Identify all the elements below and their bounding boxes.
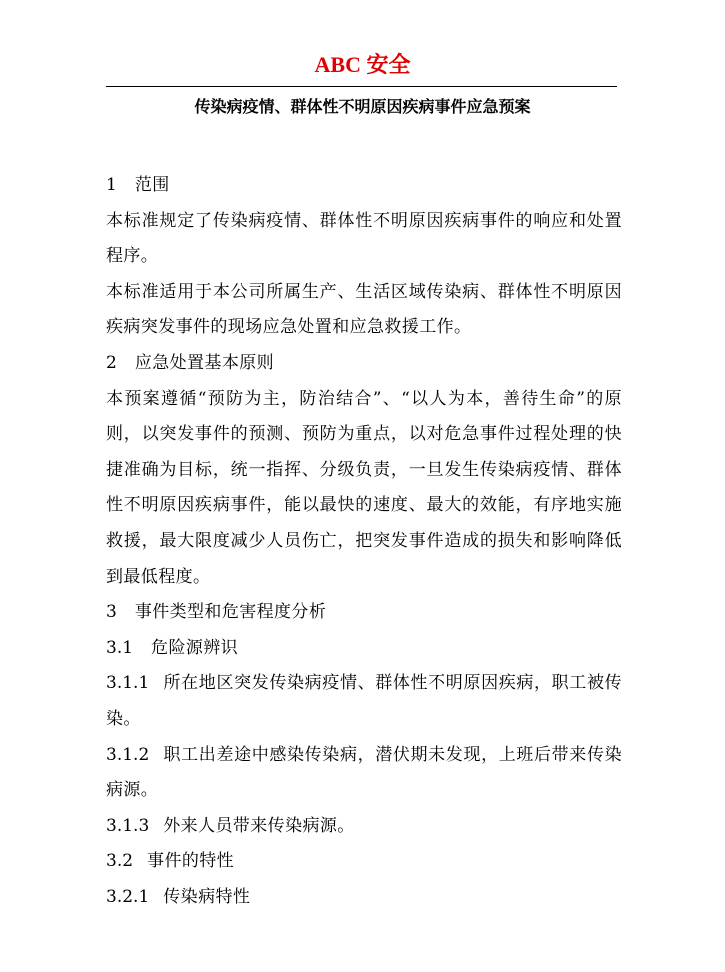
section-number: 1 [106,175,117,195]
section-heading-text: 危险源辨识 [151,637,239,658]
section-heading-2 [106,346,622,382]
clause-number: 3.1.1 [106,673,150,694]
paragraph: 本标准规定了传染病疫情、群体性不明原因疾病事件的响应和处置程序。 [106,210,622,267]
section-heading-text: 传染病特性 [163,886,251,907]
section-number: 3 [106,602,117,623]
brand-header: ABC 安全 [314,52,411,77]
paragraph: 本预案遵循“预防为主，防治结合”、“以人为本，善待生命”的原则，以突发事件的预测、预防为重点，以对危急事件过程处理的快捷准确为目标，统一指挥、分级负责，一旦发生传染病疫情、群体性不明原因疾病事件，能以最快的速度、最大的效能，有序地实施救援，最大限度减少人员伤亡，把突发事件造成的损失和影响降低到最低程度。 [106,388,622,587]
document-body [106,168,622,915]
section-heading-3 [106,595,622,631]
clause-text: 职工出差途中感染传染病，潜伏期未发现，上班后带来传染病源。 [106,744,622,801]
section-number: 2 [106,352,117,373]
section-heading-1 [106,168,622,204]
subsection-heading-3-2-1 [106,880,622,916]
subsection-heading-3-1 [106,631,622,667]
clause-number: 3.1.2 [106,744,150,765]
section-heading-text: 事件类型和危害程度分析 [134,602,327,623]
clause-3-1-3 [106,809,622,845]
section-heading-text: 应急处置基本原则 [134,352,275,373]
clause-text: 所在地区突发传染病疫情、群体性不明原因疾病，职工被传染。 [106,673,622,729]
section-number: 3.1 [106,637,134,658]
paragraph: 本标准适用于本公司所属生产、生活区域传染病、群体性不明原因疾病突发事件的现场应急处置和应急救援工作。 [106,281,622,338]
section-heading-text: 范围 [134,175,170,195]
subsection-heading-3-2 [106,844,622,880]
section-heading-text: 事件的特性 [147,851,235,872]
section-number: 3.2 [106,851,134,872]
clause-3-1-2 [106,738,622,809]
clause-text: 外来人员带来传染病源。 [163,815,355,836]
document-title: 传染病疫情、群体性不明原因疾病事件应急预案 [194,97,531,116]
header-divider [106,86,617,87]
clause-3-1-1 [106,666,622,737]
clause-number: 3.1.3 [106,815,150,836]
section-number: 3.2.1 [106,886,150,907]
